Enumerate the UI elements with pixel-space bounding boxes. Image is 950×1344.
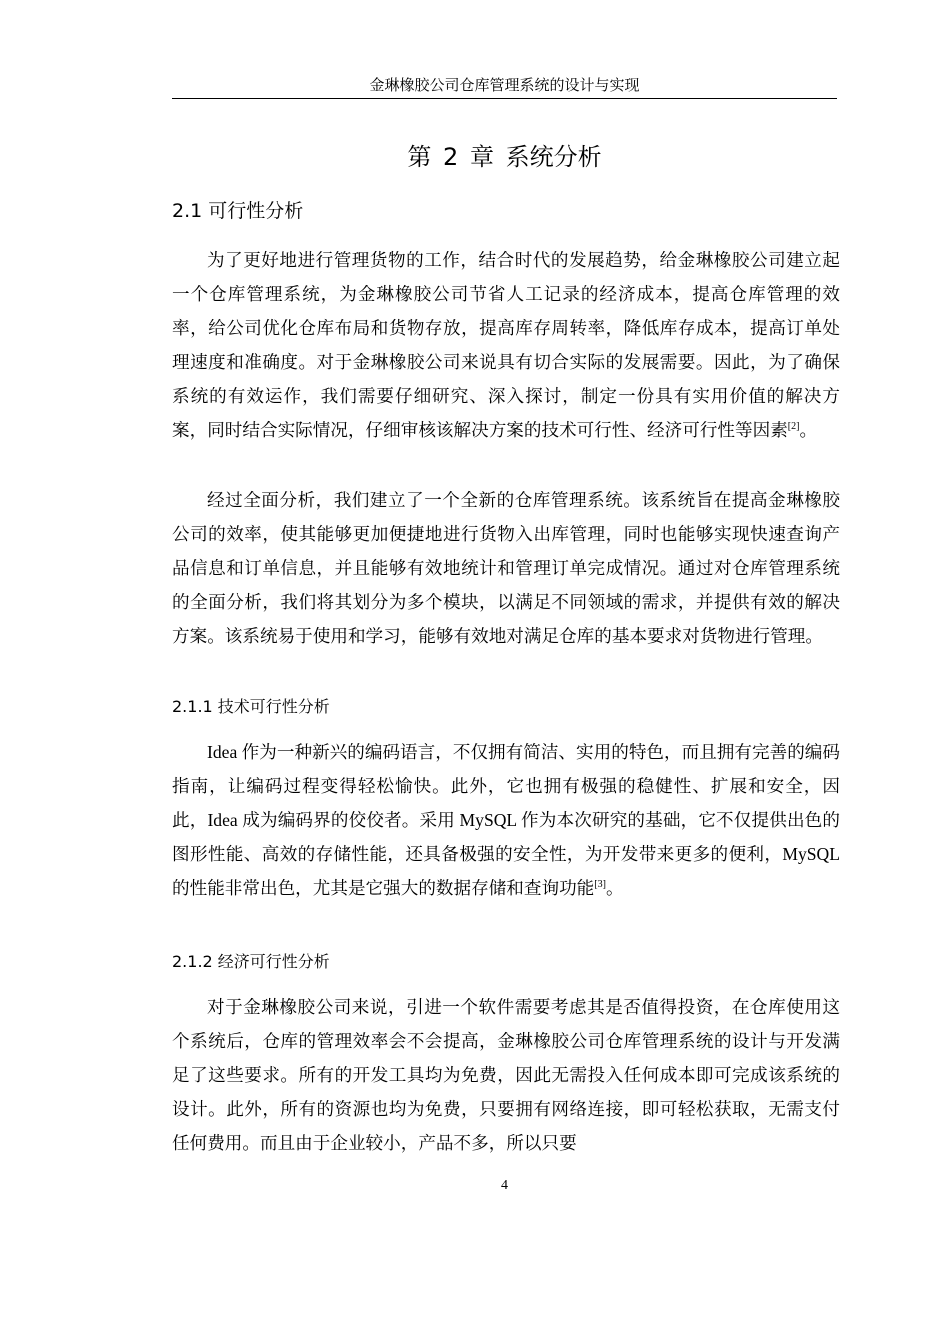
- page-number: 4: [501, 1178, 508, 1193]
- citation-ref: [2]: [787, 421, 800, 433]
- paragraph-feasibility-summary: 经过全面分析，我们建立了一个全新的仓库管理系统。该系统旨在提高金琳橡胶公司的效率，使其能够更加便捷地进行货物入出库管理，同时也能够实现快速查询产品信息和订单信息，并且能够有效地统计和管理订单完成情况。通过对仓库管理系统的全面分析，我们将其划分为多个模块，以满足不同领域的需求，并提供有效的解决方案。该系统易于使用和学习，能够有效地对满足仓库的基本要求对货物进行管理。: [172, 490, 840, 646]
- paragraph-feasibility-intro: [172, 243, 840, 447]
- paragraph-text: Idea 作为一种新兴的编码语言，不仅拥有简洁、实用的特色，而且拥有完善的编码指南，让编码过程变得轻松愉快。此外，它也拥有极强的稳健性、扩展和安全，因此，Idea 成为编码界的佼佼者。采用 MySQL 作为本次研究的基础，它不仅提供出色的图形性能、高效的存储性能，还具备极强的安全性，为开发带来更多的便利，MySQL 的性能非常出色，尤其是它强大的数据存储和查询功能: [172, 742, 840, 898]
- paragraph-technical-feasibility: [172, 735, 840, 905]
- chapter-title: 第 2 章 系统分析: [407, 143, 602, 171]
- section-heading-2-1-2: 2.1.2 经济可行性分析: [172, 952, 330, 971]
- header-rule: [172, 98, 837, 99]
- section-heading-2-1-1: 2.1.1 技术可行性分析: [172, 697, 330, 716]
- paragraph-economic-feasibility: 对于金琳橡胶公司来说，引进一个软件需要考虑其是否值得投资，在仓库使用这个系统后，仓库的管理效率会不会提高，金琳橡胶公司仓库管理系统的设计与开发满足了这些要求。所有的开发工具均为免费，因此无需投入任何成本即可完成该系统的设计。此外，所有的资源也均为免费，只要拥有网络连接，即可轻松获取，无需支付任何费用。而且由于企业较小，产品不多，所以只要: [172, 997, 840, 1153]
- citation-ref: [3]: [594, 879, 606, 891]
- paragraph-end: 。: [605, 878, 624, 898]
- paragraph-end: 。: [799, 420, 818, 440]
- section-heading-2-1: 2.1 可行性分析: [172, 200, 304, 222]
- paragraph-text: 为了更好地进行管理货物的工作，结合时代的发展趋势，给金琳橡胶公司建立起一个仓库管理系统，为金琳橡胶公司节省人工记录的经济成本，提高仓库管理的效率，给公司优化仓库布局和货物存放，提高库存周转率，降低库存成本，提高订单处理速度和准确度。对于金琳橡胶公司来说具有切合实际的发展需要。因此，为了确保系统的有效运作，我们需要仔细研究、深入探讨，制定一份具有实用价值的解决方案，同时结合实际情况，仔细审核该解决方案的技术可行性、经济可行性等因素: [172, 250, 840, 440]
- running-header: 金琳橡胶公司仓库管理系统的设计与实现: [369, 78, 640, 94]
